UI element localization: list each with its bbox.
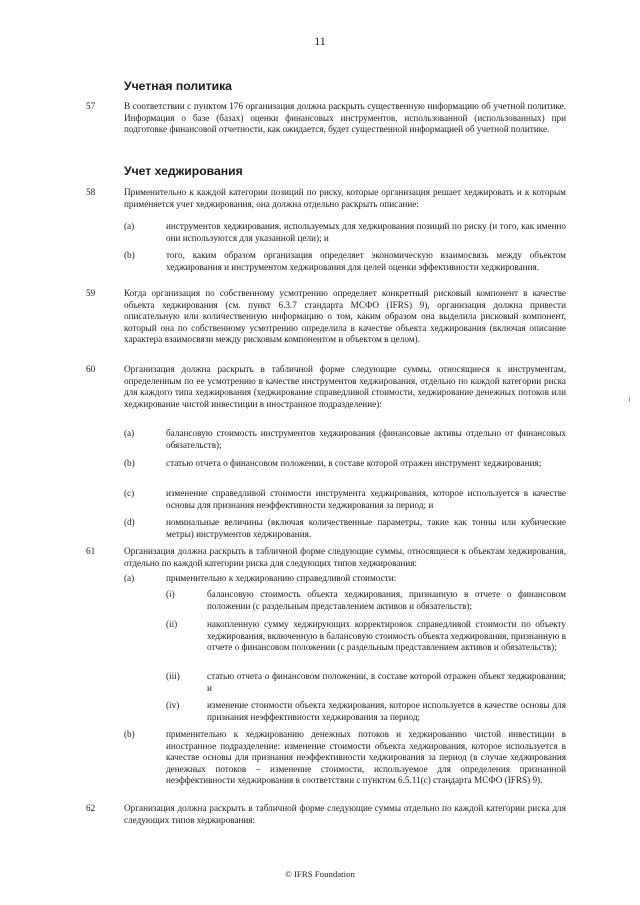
paragraph-58b: того, каким образом организация определяет экономическую взаимосвязь между объектом хеджирования и инструментом хеджирования для целей оценки эффективности хеджирования. — [166, 250, 566, 272]
paragraph-61a-i: балансовую стоимость объекта хеджирования, признанную в отчете о финансовом положении (с раздельным представлением активов и обязательств); — [207, 589, 566, 611]
item-label: (b) — [124, 458, 135, 468]
paragraph-61b: применительно к хеджированию денежных потоков и хеджированию чистой инвестиции в иностранное подразделение: изменение стоимости объекта хеджирования, которое используется в качестве основы для признания неэффективности хеджирования за период (в случае хеджирования денежных потоков – изменение стоимости, используемое для определения признанной неэффективности хеджирования в соответствии с пунктом 6.5.11(с) стандарта МСФО (IFRS) 9). — [166, 729, 566, 786]
paragraph-60d: номинальные величины (включая количественные параметры, такие как тонны или кубические метры) инструментов хеджирования. — [166, 517, 566, 539]
page-number: 11 — [314, 34, 326, 48]
subitem-label: (i) — [166, 589, 175, 599]
paragraph-number-61: 61 — [86, 546, 96, 556]
subitem-label: (ii) — [166, 619, 178, 629]
footer-copyright: © IFRS Foundation — [285, 869, 355, 879]
paragraph-62: Организация должна раскрыть в табличной форме следующие суммы отдельно по каждой категории риска для следующих типов хеджирования: — [124, 803, 566, 825]
paragraph-59: Когда организация по собственному усмотрению определяет конкретный рисковый компонент в качестве объекта хеджирования (см. пункт 6.3.7 стандарта МСФО (IFRS) 9), организация должна привести описательную или количественную информацию о том, каким образом она выделила рисковый компонент, который она по собственному усмотрению определила в качестве объекта хеджирования (включая описание характера взаимосвязи между рисковым компонентом и объектом в целом). — [124, 288, 566, 345]
item-label: (b) — [124, 729, 135, 739]
scan-speck — [629, 397, 630, 402]
paragraph-61a-ii: накопленную сумму хеджирующих корректировок справедливой стоимости по объекту хеджирования, включенную в балансовую стоимость объекта хеджирования, признанную в отчете о финансовом положении (с раздельным представлением активов и обязательств); — [207, 619, 566, 653]
subitem-label: (iii) — [166, 671, 180, 681]
item-label: (a) — [124, 428, 135, 438]
paragraph-57: В соответствии с пунктом 176 организация должна раскрыть существенную информацию об учетной политике. Информация о базе (базах) оценки финансовых инструментов, использованной (использованных) при подготовке финансовой отчетности, как ожидается, будет существенной информацией об учетной политике. — [124, 101, 566, 135]
paragraph-61a: применительно к хеджированию справедливой стоимости: — [166, 573, 397, 583]
paragraph-61a-iv: изменение стоимости объекта хеджирования, которое используется в качестве основы для признания неэффективности хеджирования за период; — [207, 700, 566, 722]
paragraph-number-62: 62 — [86, 803, 96, 813]
paragraph-60a: балансовую стоимость инструментов хеджирования (финансовые активы отдельно от финансовых обязательств); — [166, 428, 566, 450]
paragraph-number-58: 58 — [86, 187, 96, 197]
paragraph-58a: инструментов хеджирования, используемых для хеджирования позиций по риску (и того, как именно они используются для указанной цели); и — [166, 221, 566, 243]
item-label: (a) — [124, 573, 135, 583]
paragraph-60b: статью отчета о финансовом положении, в составе которой отражен инструмент хеджирования; — [166, 458, 542, 468]
item-label: (b) — [124, 250, 135, 260]
heading-accounting-policy: Учетная политика — [124, 79, 232, 93]
paragraph-60: Организация должна раскрыть в табличной форме следующие суммы, относящиеся к инструментам, определенным по ее усмотрению в качестве инструментов хеджирования, отдельно по каждой категории риска для каждого типа хеджирования (хеджирование справедливой стоимости, хеджирование денежных потоков или хеджирование чистой инвестиции в иностранное подразделение): — [124, 364, 566, 409]
paragraph-61a-iii: статью отчета о финансовом положении, в составе которой отражен объект хеджирования; и — [207, 671, 566, 693]
item-label: (d) — [124, 517, 135, 527]
heading-hedge-accounting: Учет хеджирования — [124, 164, 243, 178]
paragraph-60c: изменение справедливой стоимости инструмента хеджирования, которое используется в качестве основы для признания неэффективности хеджирования за период; и — [166, 488, 566, 510]
item-label: (c) — [124, 488, 135, 498]
paragraph-61: Организация должна раскрыть в табличной форме следующие суммы, относящиеся к объектам хеджирования, отдельно по каждой категории риска для следующих типов хеджирования: — [124, 546, 566, 568]
paragraph-58: Применительно к каждой категории позиций по риску, которые организация решает хеджировать и к которым применяется учет хеджирования, она должна отдельно раскрыть описание: — [124, 187, 566, 209]
item-label: (a) — [124, 221, 135, 231]
paragraph-number-60: 60 — [86, 364, 96, 374]
paragraph-number-59: 59 — [86, 288, 96, 298]
subitem-label: (iv) — [166, 700, 180, 710]
paragraph-number-57: 57 — [86, 101, 96, 111]
